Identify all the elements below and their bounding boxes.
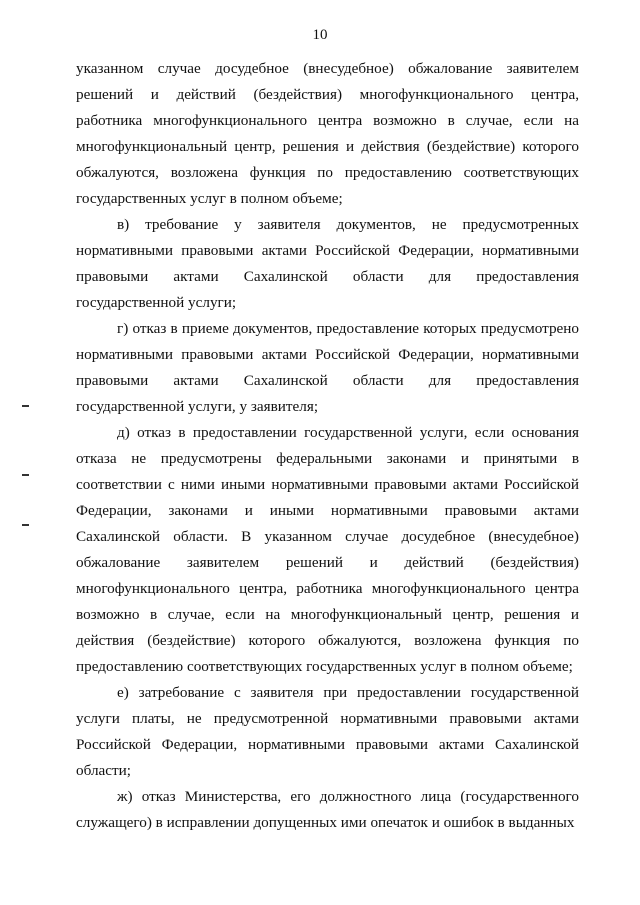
paragraph-item-v: в) требование у заявителя документов, не предусмотренных нормативными правовыми актами Российской Федерации, нормативными правовыми актами Сахалинской области для предоставления государственной услуги;	[76, 216, 579, 311]
paragraph-item-g: г) отказ в приеме документов, предоставление которых предусмотрено нормативными правовыми актами Российской Федерации, нормативными правовыми актами Сахалинской области для предоставления государственной услуги, у заявителя;	[76, 320, 579, 415]
paragraph-item-zh: ж) отказ Министерства, его должностного лица (государственного служащего) в исправлении допущенных ими опечаток и ошибок в выданных	[76, 788, 579, 831]
page-number: 10	[312, 27, 328, 43]
scan-mark	[22, 474, 29, 476]
document-body	[76, 56, 579, 836]
scan-mark	[22, 524, 29, 526]
paragraph-item-d: д) отказ в предоставлении государственной услуги, если основания отказа не предусмотрены федеральными законами и принятыми в соответствии с ними иными нормативными правовыми актами Российской Федерации, законами и иными нормативными правовыми актами Сахалинской области. В указанном случае досудебное (внесудебное) обжалование заявителем решений и действий (бездействия) многофункционального центра, работника многофункционального центра возможно в случае, если на многофункциональный центр, решения и действия (бездействие) которого обжалуются, возложена функция по предоставлению соответствующих государственных услуг в полном объеме;	[76, 424, 579, 675]
paragraph-continuation: указанном случае досудебное (внесудебное) обжалование заявителем решений и действий (бездействия) многофункционального центра, работника многофункционального центра возможно в случае, если на многофункциональный центр, решения и действия (бездействие) которого обжалуются, возложена функция по предоставлению соответствующих государственных услуг в полном объеме;	[76, 60, 579, 207]
scan-margin-marks	[22, 0, 34, 905]
scan-mark	[22, 405, 29, 407]
paragraph-item-e: е) затребование с заявителя при предоставлении государственной услуги платы, не предусмотренной нормативными правовыми актами Российской Федерации, нормативными правовыми актами Сахалинской области;	[76, 684, 579, 779]
